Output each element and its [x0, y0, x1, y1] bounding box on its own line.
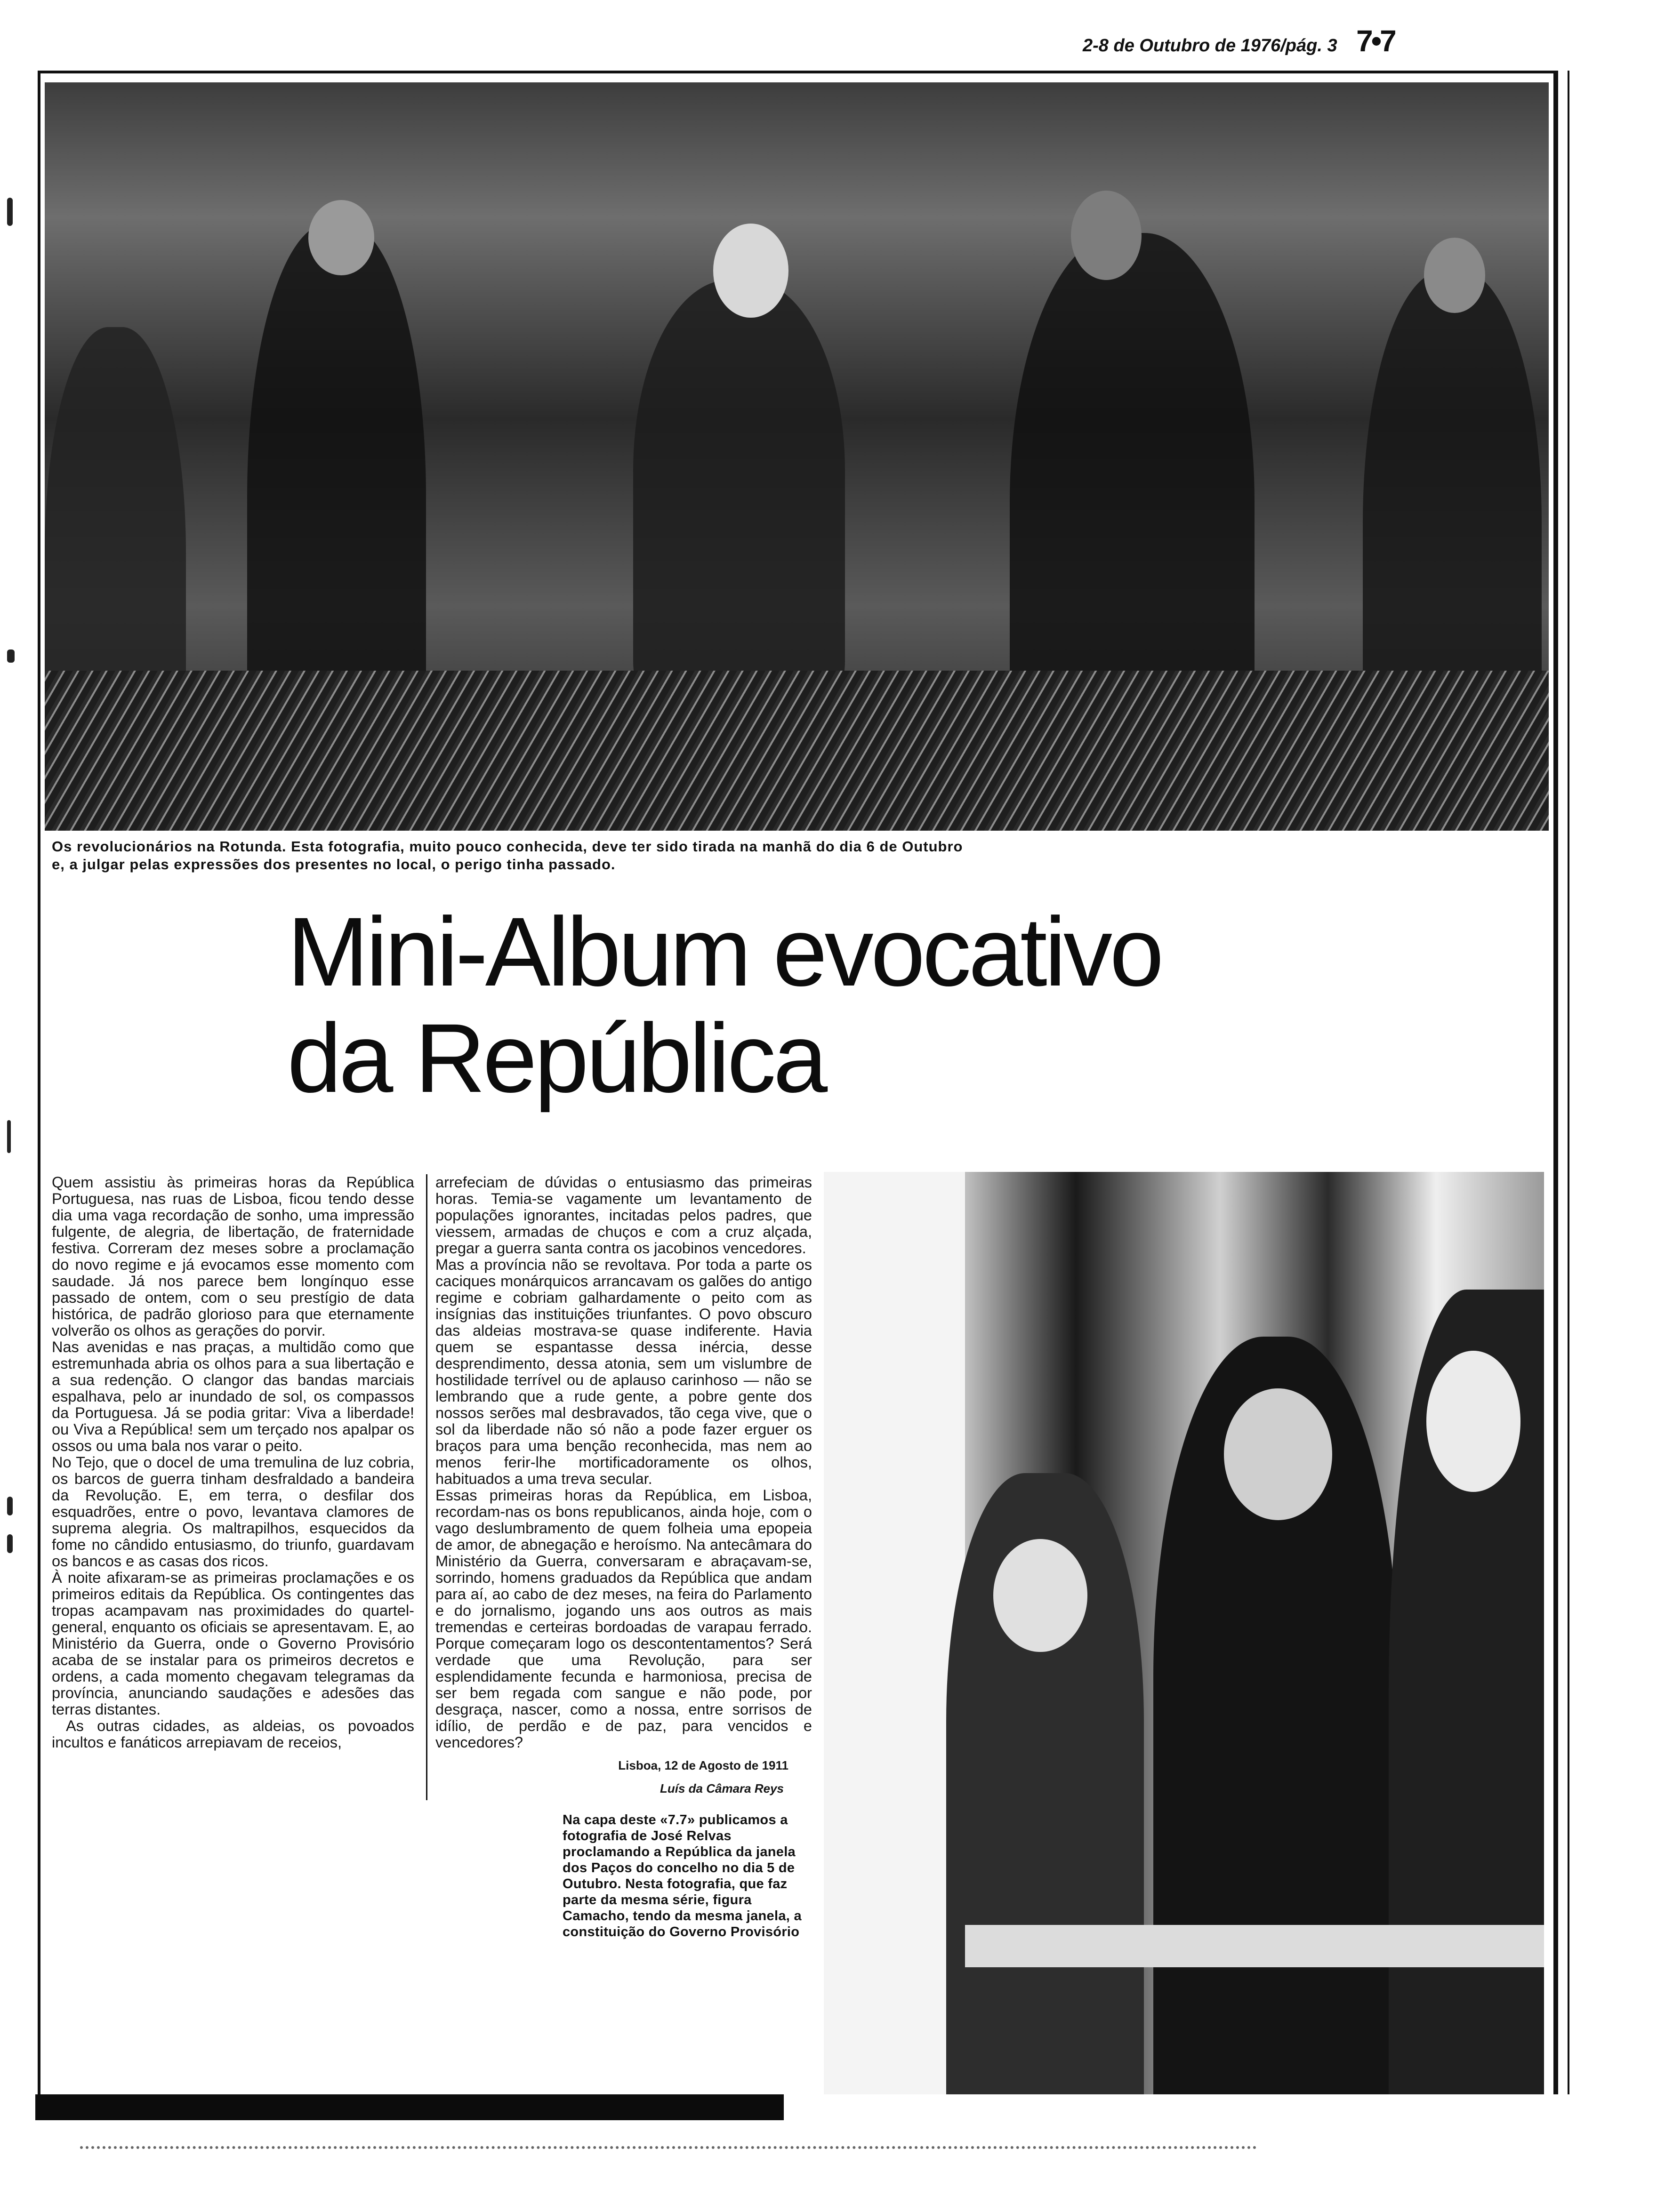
- paragraph: Quem assistiu às primeiras horas da República Portuguesa, nas ruas de Lisboa, ficou tendo desse dia uma vaga recordação de sonho, uma impressão fulgente, de alegria, de libertação, de fraternidade festiva. Correram dez meses sobre a proclamação do novo regime e já evocamos esse momento com saudade. Já nos parece bem longínquo esse passado de ontem, com o seu prestígio de data histórica, de padrão glorioso para que eternamente volverão os olhos as gerações do porvir.: [52, 1174, 414, 1339]
- paragraph: No Tejo, que o docel de uma tremulina de luz cobria, os barcos de guerra tinham desfraldado a bandeira da Revolução. E, em terra, o desfilar dos esquadrões, entre o povo, levantava clamores de suprema alegria. Os maltrapilhos, esquecidos da fome no cândido entusiasmo, do triunfo, guardavam os bancos e as casas dos ricos.: [52, 1454, 414, 1570]
- photo-window: [824, 1172, 965, 2094]
- paragraph: As outras cidades, as aldeias, os povoados incultos e fanáticos arrepiavam de receios,: [52, 1717, 414, 1751]
- photo-face: [993, 1539, 1087, 1652]
- photo-face: [713, 224, 788, 318]
- headline-line: Mini-Album evocativo: [287, 898, 1161, 1007]
- column-divider: [426, 1174, 427, 1800]
- paragraph: À noite afixaram-se as primeiras proclamações e os primeiros editais da República. Os contingentes das tropas acampavam nas proximidades do quartel-general, enquanto os oficiais se apresentavam. E, ao Ministério da Guerra, onde o Governo Provisório acaba de se instalar para os primeiros decretos e ordens, a cada momento chegavam telegramas da província, anunciando saudações e adesões das terras distantes.: [52, 1569, 414, 1718]
- margin-mark: [7, 649, 15, 663]
- headline-line: da República: [287, 1004, 825, 1113]
- bottom-bar: [35, 2094, 784, 2120]
- top-rule: [38, 71, 1558, 73]
- headline: [287, 899, 1276, 1112]
- page-header: [1083, 24, 1648, 66]
- photo-ground: [45, 671, 1549, 831]
- margin-mark: [7, 1497, 13, 1515]
- photo-figure: [633, 280, 845, 704]
- right-rule: [1553, 71, 1558, 2094]
- photo-sill: [965, 1925, 1544, 1967]
- photo-caption: [52, 838, 1116, 874]
- margin-mark: [7, 1120, 11, 1153]
- margin-mark: [7, 198, 13, 226]
- right-rule-outer: [1568, 71, 1569, 2094]
- article-column-2: [435, 1174, 812, 1797]
- left-rule: [38, 71, 40, 2094]
- photo-face: [1071, 191, 1142, 280]
- photo-face: [308, 200, 374, 275]
- paragraph: Mas a província não se revoltava. Por toda a parte os caciques monárquicos arrancavam os galões do antigo regime e cobriam galhardamente o peito com as insígnias das instituições triunfantes. O povo obscuro das aldeias mostrava-se quase indiferente. Havia quem se espantasse dessa inércia, desse desprendimento, dessa atonia, sem um vislumbre de hostilidade terrível ou de aplauso carinhoso — não se lembrando que a rude gente, a pobre gente dos nossos serões mal desbravados, tão cega vive, que o sol da liberdade não só não a pode fazer erguer os braços para uma benção reconhecida, mas nem ao menos ferir-lhe mortificadoramente os olhos, habituados a uma treva secular.: [435, 1256, 812, 1487]
- date-page-label: 2-8 de Outubro de 1976/pág. 3: [1083, 36, 1337, 56]
- margin-mark: [7, 1534, 13, 1553]
- paragraph: arrefeciam de dúvidas o entusiasmo das primeiras horas. Temia-se vagamente um levantamento de populações ignorantes, incitadas pelos padres, que viessem, armadas de chuços e com a cruz alçada, pregar a guerra santa contra os jacobinos vencedores.: [435, 1174, 812, 1257]
- governo-provisorio-photo: [824, 1172, 1544, 2094]
- bottom-dotted-rule: [80, 2146, 1257, 2152]
- photo-face: [1424, 238, 1485, 313]
- cover-caption: Na capa deste «7.7» publicamos a fotografia de José Relvas proclamando a República da janela dos Paços do concelho no dia 5 de Outubro. Nesta fotografia, que faz parte da mesma série, figura Camacho, tendo da mesma janela, a constituição do Governo Provisório: [563, 1812, 802, 1940]
- photo-face: [1224, 1388, 1332, 1520]
- article-column-1: [52, 1174, 414, 1751]
- photo-face: [1426, 1351, 1520, 1492]
- publication-logo: 7•7: [1356, 24, 1395, 58]
- rotunda-photo: [45, 82, 1549, 831]
- caption-line: e, a julgar pelas expressões dos presentes no local, o perigo tinha passado.: [52, 856, 616, 873]
- byline: Luís da Câmara Reys: [660, 1781, 784, 1795]
- paragraph: Essas primeiras horas da República, em Lisboa, recordam-nas os bons republicanos, ainda hoje, com o vago deslumbramento de quem folheia uma epopeia de amor, de abnegação e heroísmo. Na antecâmara do Ministério da Guerra, conversaram e abraçavam-se, sorrindo, homens graduados da República que andam para aí, ao cabo de dez meses, na feira do Parlamento e do jornalismo, jogando uns aos outros as mais tremendas e certeiras bordoadas de varapau ferrado. Porque começaram logo os descontentamentos? Será verdade que uma Revolução, para ser esplendidamente fecunda e harmoniosa, precisa de ser bem regada com sangue e não pode, por desgraça, nascer, como a nossa, entre sorrisos de idílio, de perdão e de paz, para vencidos e vencedores?: [435, 1487, 812, 1751]
- dateline: Lisboa, 12 de Agosto de 1911: [618, 1758, 788, 1772]
- paragraph: Nas avenidas e nas praças, a multidão como que estremunhada abria os olhos para a sua libertação e a sua redenção. O clangor das bandas marciais espalhava, pelo ar inundado de sol, os compassos da Portuguesa. Já se podia gritar: Viva a liberdade! ou Viva a República! sem um terçado nos apalpar os ossos ou uma bala nos varar o peito.: [52, 1338, 414, 1454]
- caption-line: Os revolucionários na Rotunda. Esta fotografia, muito pouco conhecida, deve ter sido tirada na manhã do dia 6 de Outubro: [52, 838, 963, 855]
